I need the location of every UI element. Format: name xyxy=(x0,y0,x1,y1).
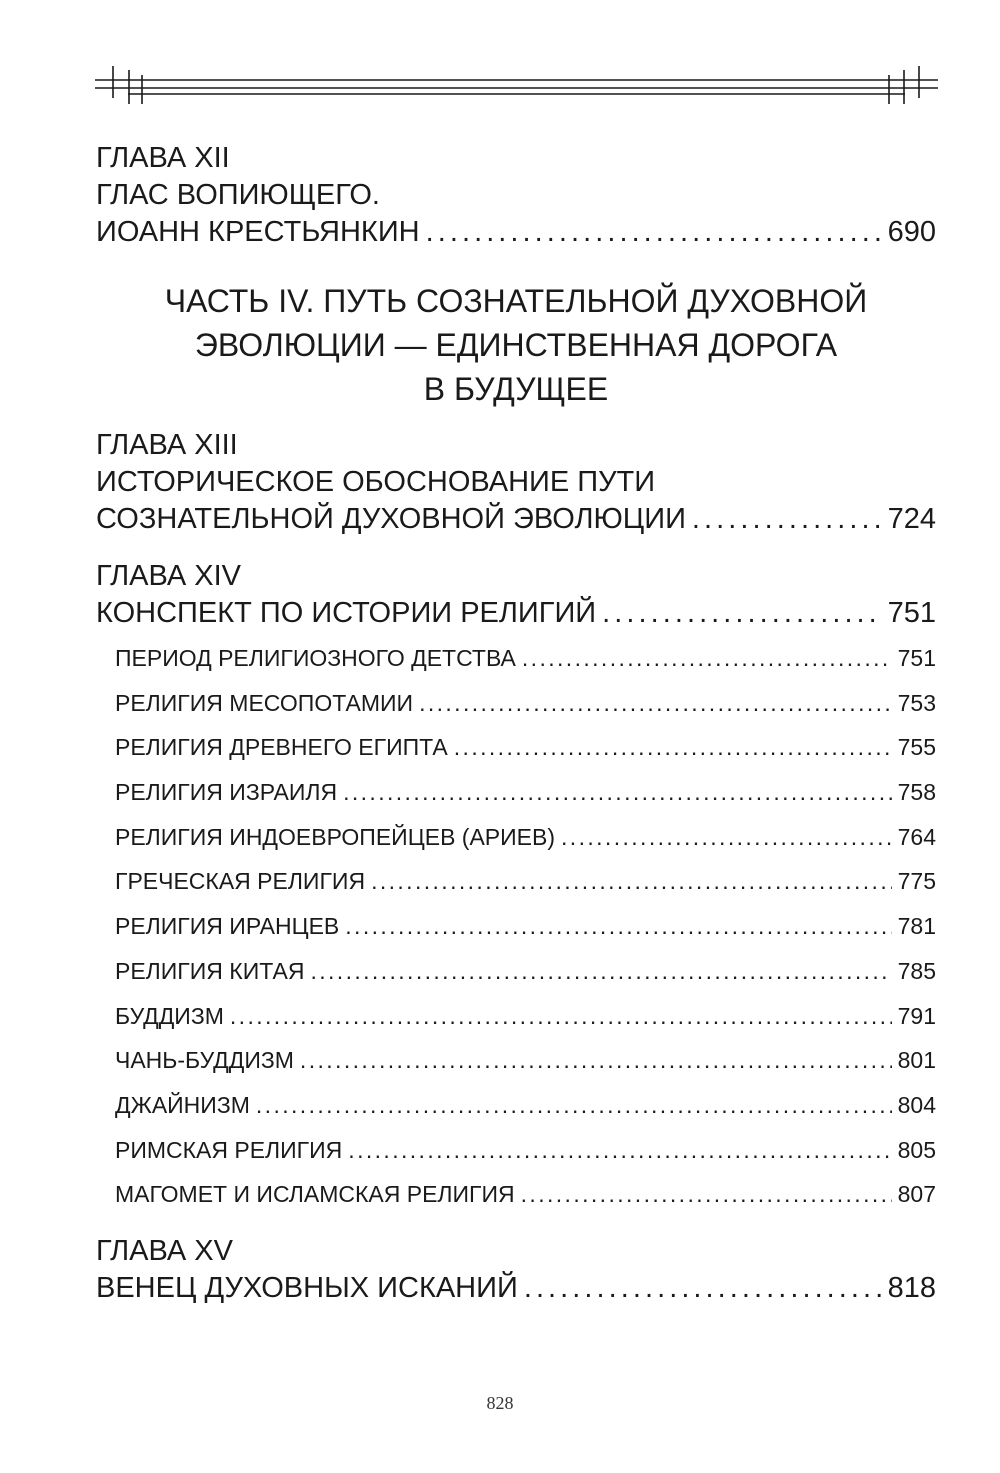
table-of-contents xyxy=(96,140,936,1307)
toc-subentry[interactable] xyxy=(96,994,936,1039)
toc-subentry[interactable] xyxy=(96,1038,936,1083)
page-ref: 690 xyxy=(887,216,936,248)
toc-entry[interactable] xyxy=(96,214,936,251)
dot-leader xyxy=(300,1038,892,1083)
chapter-label xyxy=(96,427,936,464)
chapter-title-line xyxy=(96,464,936,501)
section-title: БУДДИЗМ xyxy=(115,1002,224,1029)
dot-leader xyxy=(426,214,882,251)
section-title: РЕЛИГИЯ КИТАЯ xyxy=(115,957,305,984)
chapter-label xyxy=(96,140,936,177)
page-ref: 724 xyxy=(887,503,936,535)
page-ref: 751 xyxy=(897,645,936,671)
section-title: РИМСКАЯ РЕЛИГИЯ xyxy=(115,1136,343,1163)
chapter-label-text: ГЛАВА XII xyxy=(96,142,230,174)
dot-leader xyxy=(230,994,892,1039)
dot-leader xyxy=(602,595,881,632)
dot-leader xyxy=(521,1172,892,1217)
toc-entry[interactable] xyxy=(96,595,936,632)
chapter-13 xyxy=(96,427,936,538)
chapter-title-text: КОНСПЕКТ ПО ИСТОРИИ РЕЛИГИЙ xyxy=(96,597,597,629)
page-number: 828 xyxy=(486,1393,514,1413)
toc-subentry[interactable] xyxy=(96,770,936,815)
toc-subentry[interactable] xyxy=(96,636,936,681)
toc-entry[interactable] xyxy=(96,1270,936,1307)
page-ref: 751 xyxy=(887,597,936,629)
toc-subentry[interactable] xyxy=(96,859,936,904)
dot-leader xyxy=(371,859,892,904)
chapter-15 xyxy=(96,1233,936,1307)
toc-subentry[interactable] xyxy=(96,1083,936,1128)
page-ref: 755 xyxy=(897,734,936,761)
section-title: ГРЕЧЕСКАЯ РЕЛИГИЯ xyxy=(115,868,366,895)
page-ref: 758 xyxy=(897,779,936,806)
dot-leader xyxy=(345,904,891,949)
section-title: РЕЛИГИЯ ИРАНЦЕВ xyxy=(115,913,340,940)
toc-subentry[interactable] xyxy=(96,815,936,860)
part-title-line: ЭВОЛЮЦИИ — ЕДИНСТВЕННАЯ ДОРОГА xyxy=(194,327,838,363)
page-ref: 785 xyxy=(897,957,936,984)
chapter-12 xyxy=(96,140,936,251)
chapter-label xyxy=(96,558,936,595)
chapter-label-text: ГЛАВА XIV xyxy=(96,560,241,592)
dot-leader xyxy=(561,815,892,860)
dot-leader xyxy=(522,636,892,681)
section-title: РЕЛИГИЯ ИЗРАИЛЯ xyxy=(115,779,338,806)
dot-leader xyxy=(310,949,891,994)
section-title: РЕЛИГИЯ ИНДОЕВРОПЕЙЦЕВ (АРИЕВ) xyxy=(115,823,556,850)
dot-leader xyxy=(348,1128,891,1173)
page-ref: 753 xyxy=(897,689,936,716)
page-ref: 807 xyxy=(897,1181,936,1208)
part-title-line: ЧАСТЬ IV. ПУТЬ СОЗНАТЕЛЬНОЙ ДУХОВНОЙ xyxy=(164,283,868,319)
page-ref: 805 xyxy=(897,1136,936,1163)
chapter-label xyxy=(96,1233,936,1270)
page-ref: 804 xyxy=(897,1091,936,1118)
toc-entry[interactable] xyxy=(96,501,936,538)
dot-leader xyxy=(692,501,882,538)
section-title: МАГОМЕТ И ИСЛАМСКАЯ РЕЛИГИЯ xyxy=(115,1181,515,1208)
chapter-label-text: ГЛАВА XIII xyxy=(96,429,238,461)
page-ref: 801 xyxy=(897,1047,936,1074)
toc-subentry[interactable] xyxy=(96,1172,936,1217)
header-ornament xyxy=(0,0,1000,120)
section-title: РЕЛИГИЯ МЕСОПОТАМИИ xyxy=(115,689,414,716)
page-ref: 764 xyxy=(897,823,936,850)
dot-leader xyxy=(343,770,892,815)
chapter-title-line xyxy=(96,177,936,214)
section-title: РЕЛИГИЯ ДРЕВНЕГО ЕГИПТА xyxy=(115,734,448,761)
chapter-label-text: ГЛАВА XV xyxy=(96,1234,233,1267)
page-ref: 775 xyxy=(897,868,936,895)
dot-leader xyxy=(419,681,892,726)
chapter-title-text: СОЗНАТЕЛЬНОЙ ДУХОВНОЙ ЭВОЛЮЦИИ xyxy=(96,503,686,535)
page-ref: 791 xyxy=(897,1002,936,1029)
part-title-line: В БУДУЩЕЕ xyxy=(423,371,609,407)
chapter-title-text: ИСТОРИЧЕСКОЕ ОБОСНОВАНИЕ ПУТИ xyxy=(96,466,656,498)
toc-subentry[interactable] xyxy=(96,949,936,994)
toc-subentry[interactable] xyxy=(96,904,936,949)
dot-leader xyxy=(256,1083,892,1128)
dot-leader xyxy=(454,725,892,770)
page-ref: 781 xyxy=(897,913,936,940)
section-title: ПЕРИОД РЕЛИГИОЗНОГО ДЕТСТВА xyxy=(115,645,516,671)
chapter-title-text: ИОАНН КРЕСТЬЯНКИН xyxy=(96,216,420,248)
chapter-title-text: ГЛАС ВОПИЮЩЕГО. xyxy=(96,179,380,211)
toc-subentry[interactable] xyxy=(96,725,936,770)
toc-subentry[interactable] xyxy=(96,1128,936,1173)
chapter-14 xyxy=(96,558,936,1217)
toc-subentry[interactable] xyxy=(96,681,936,726)
section-title: ДЖАЙНИЗМ xyxy=(115,1091,250,1118)
section-title: ЧАНЬ-БУДДИЗМ xyxy=(115,1047,294,1074)
part-4-heading xyxy=(96,279,936,411)
dot-leader xyxy=(524,1270,882,1307)
page-ref: 818 xyxy=(887,1271,936,1304)
chapter-title-text: ВЕНЕЦ ДУХОВНЫХ ИСКАНИЙ xyxy=(96,1271,518,1304)
